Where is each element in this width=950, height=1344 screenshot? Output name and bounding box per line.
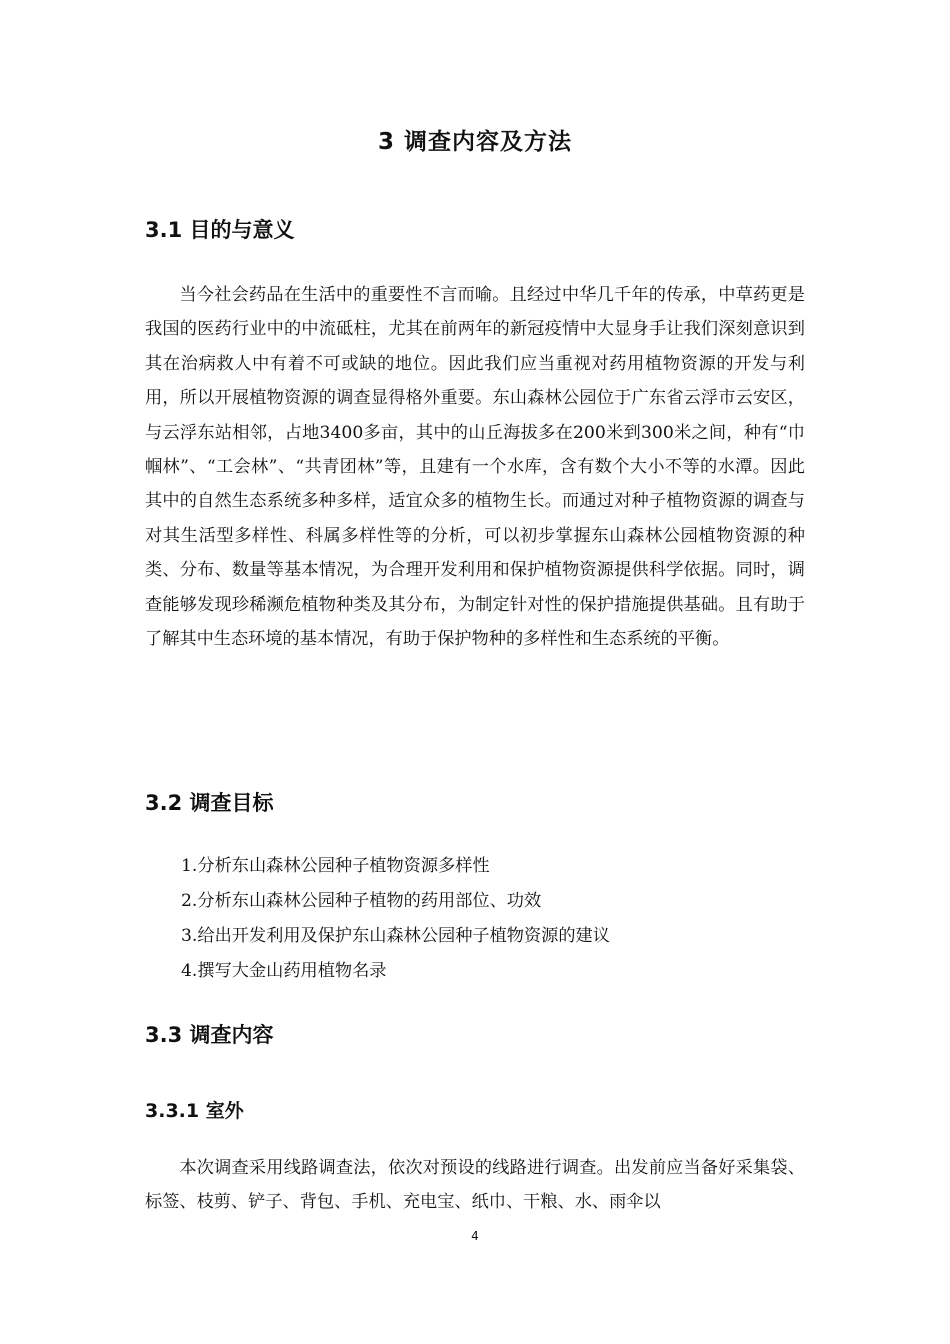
page-number: 4 xyxy=(471,1229,479,1243)
list-item: 2.分析东山森林公园种子植物的药用部位、功效 xyxy=(181,891,542,911)
section-heading-3-1: 3.1 目的与意义 xyxy=(145,218,295,242)
section-heading-3-3: 3.3 调查内容 xyxy=(145,1023,274,1047)
list-item: 4.撰写大金山药用植物名录 xyxy=(181,961,387,981)
section-heading-3-2: 3.2 调查目标 xyxy=(145,791,274,815)
section-3-1-paragraph: 当今社会药品在生活中的重要性不言而喻。且经过中华几千年的传承，中草药更是我国的医药行业中的中流砥柱，尤其在前两年的新冠疫情中大显身手让我们深刻意识到其在治病救人中有着不可或缺的地位。因此我们应当重视对药用植物资源的开发与利用，所以开展植物资源的调查显得格外重要。东山森林公园位于广东省云浮市云安区，与云浮东站相邻，占地3400多亩，其中的山丘海拔多在200米到300米之间，种有“巾帼林”、“工会林”、“共青团林”等，且建有一个水库，含有数个大小不等的水潭。因此其中的自然生态系统多种多样，适宜众多的植物生长。而通过对种子植物资源的调查与对其生活型多样性、科属多样性等的分析，可以初步掌握东山森林公园植物资源的种类、分布、数量等基本情况，为合理开发利用和保护植物资源提供科学依据。同时，调查能够发现珍稀濒危植物种类及其分布，为制定针对性的保护措施提供基础。且有助于了解其中生态环境的基本情况，有助于保护物种的多样性和生态系统的平衡。 xyxy=(145,285,805,650)
subsection-heading-3-3-1: 3.3.1 室外 xyxy=(145,1100,244,1122)
chapter-title: 3 调查内容及方法 xyxy=(377,129,572,155)
list-item: 3.给出开发利用及保护东山森林公园种子植物资源的建议 xyxy=(181,926,610,946)
objectives-list xyxy=(181,849,801,989)
list-item: 1.分析东山森林公园种子植物资源多样性 xyxy=(181,856,490,876)
section-3-3-1-paragraph: 本次调查采用线路调查法，依次对预设的线路进行调查。出发前应当备好采集袋、标签、枝剪、铲子、背包、手机、充电宝、纸巾、干粮、水、雨伞以 xyxy=(145,1158,805,1213)
